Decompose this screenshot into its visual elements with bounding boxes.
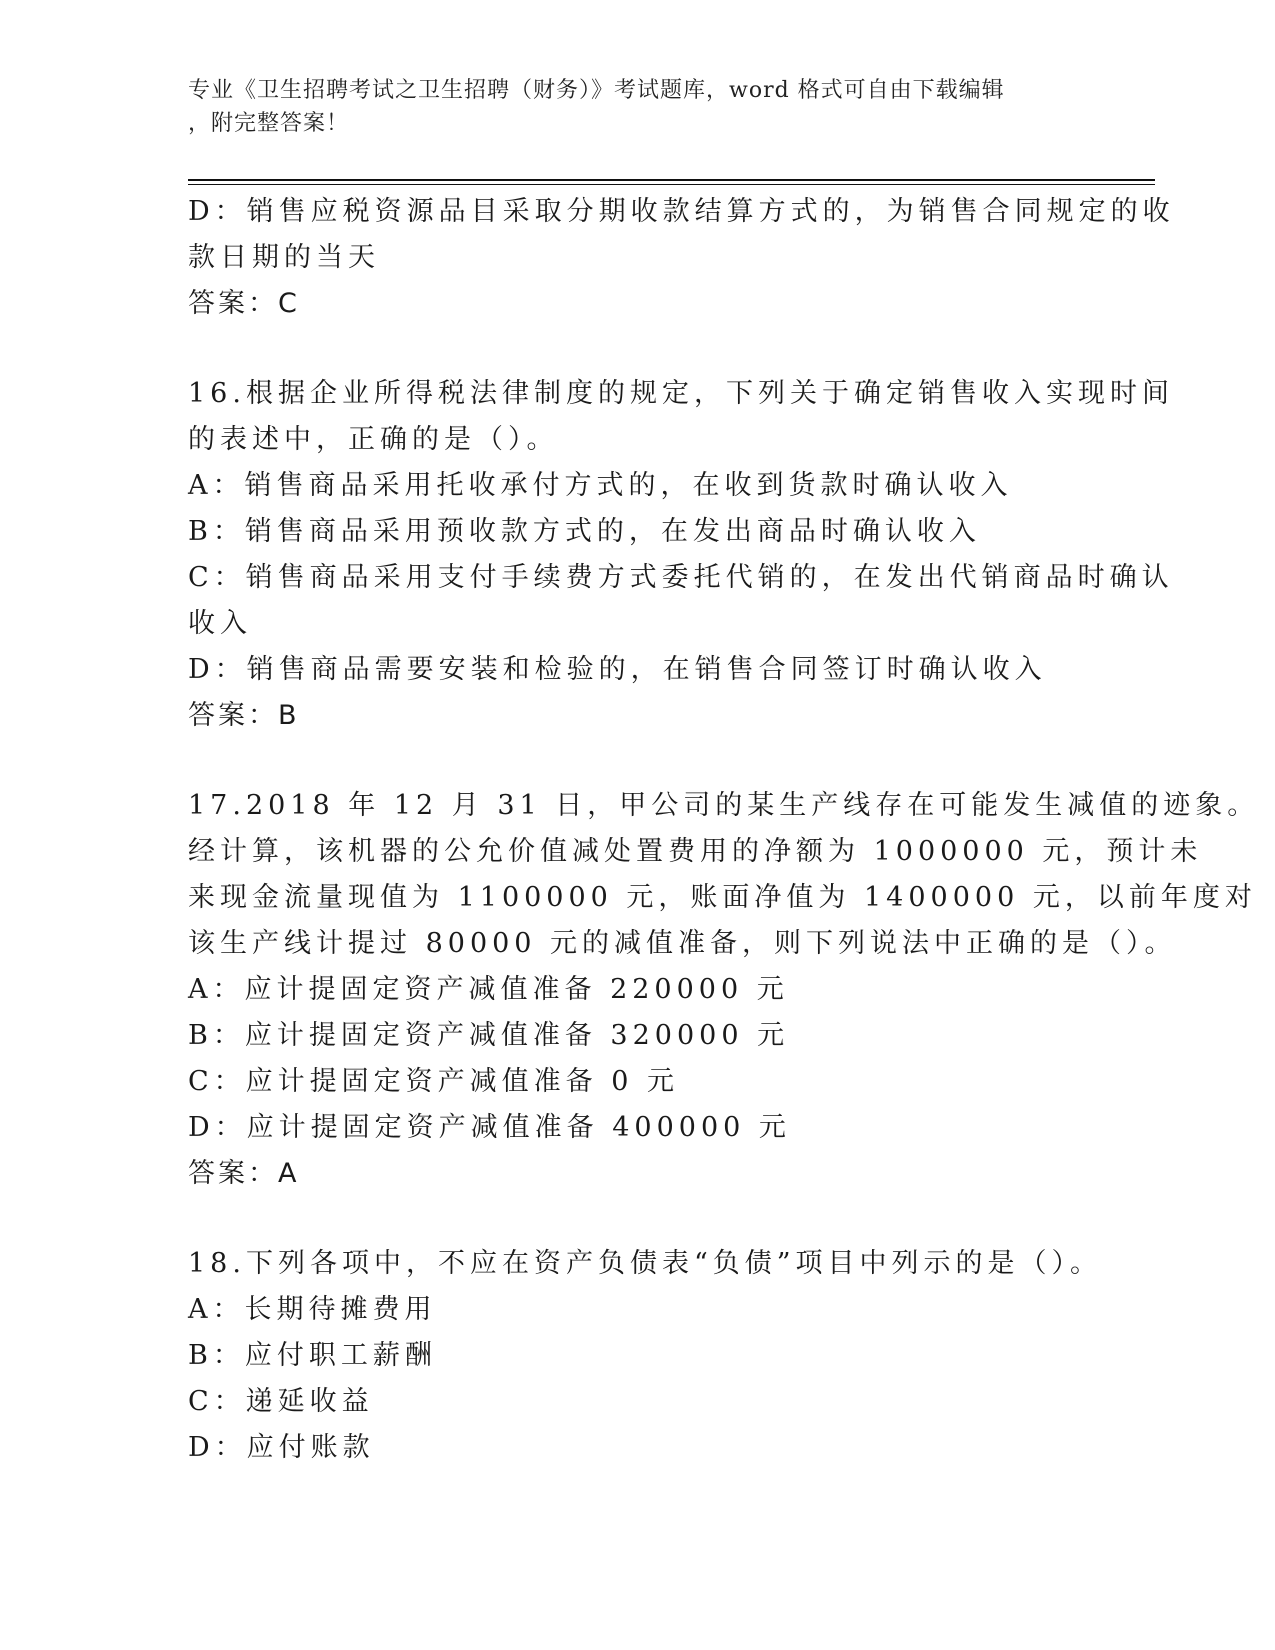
spacer: [188, 1197, 1078, 1241]
option-d: D：销售商品需要安装和检验的，在销售合同签订时确认收入: [188, 654, 1047, 685]
header-divider-thin: [188, 184, 1155, 185]
question-18: [188, 1241, 1103, 1471]
option-d-continued: 款日期的当天: [188, 242, 380, 273]
question-15-tail: [188, 189, 1175, 327]
question-content: [188, 189, 1260, 1471]
option-b: B：应计提固定资产减值准备 320000 元: [188, 1020, 790, 1051]
question-stem: 17.2018 年 12 月 31 日，甲公司的某生产线存在可能发生减值的迹象。: [188, 790, 1260, 821]
option-a: A：销售商品采用托收承付方式的，在收到货款时确认收入: [188, 470, 1013, 501]
header-line-1: 专业《卫生招聘考试之卫生招聘（财务）》考试题库，word 格式可自由下载编辑: [188, 78, 1005, 103]
option-b: B：应付职工薪酬: [188, 1340, 437, 1371]
question-stem-continued: 来现金流量现值为 1100000 元，账面净值为 1400000 元，以前年度对: [188, 882, 1257, 913]
question-stem-continued: 经计算，该机器的公允价值减处置费用的净额为 1000000 元，预计未: [188, 836, 1203, 867]
option-d: D：应计提固定资产减值准备 400000 元: [188, 1112, 791, 1143]
spacer: [188, 739, 1078, 783]
option-c: C：销售商品采用支付手续费方式委托代销的，在发出代销商品时确认: [188, 562, 1174, 593]
answer: 答案：A: [188, 1158, 300, 1189]
question-17: [188, 783, 1260, 1197]
answer: 答案：B: [188, 700, 300, 731]
option-c-continued: 收入: [188, 608, 252, 639]
question-stem-continued: 该生产线计提过 80000 元的减值准备，则下列说法中正确的是（）。: [188, 928, 1177, 959]
option-d: D：应付账款: [188, 1432, 375, 1463]
option-c: C：应计提固定资产减值准备 0 元: [188, 1066, 680, 1097]
option-d: D：销售应税资源品目采取分期收款结算方式的，为销售合同规定的收: [188, 196, 1175, 227]
question-16: [188, 371, 1174, 739]
option-b: B：销售商品采用预收款方式的，在发出商品时确认收入: [188, 516, 981, 547]
question-stem: 18.下列各项中，不应在资产负债表“负债”项目中列示的是（）。: [188, 1248, 1103, 1279]
header-line-2: ，附完整答案！: [188, 111, 350, 136]
spacer: [188, 327, 1078, 371]
question-stem: 16.根据企业所得税法律制度的规定，下列关于确定销售收入实现时间: [188, 378, 1174, 409]
option-a: A：应计提固定资产减值准备 220000 元: [188, 974, 789, 1005]
answer: 答案：C: [188, 288, 300, 319]
page-header: [188, 74, 1068, 140]
header-divider-thick: [188, 179, 1155, 181]
option-c: C：递延收益: [188, 1386, 374, 1417]
question-stem-continued: 的表述中，正确的是（）。: [188, 424, 559, 455]
option-a: A：长期待摊费用: [188, 1294, 437, 1325]
